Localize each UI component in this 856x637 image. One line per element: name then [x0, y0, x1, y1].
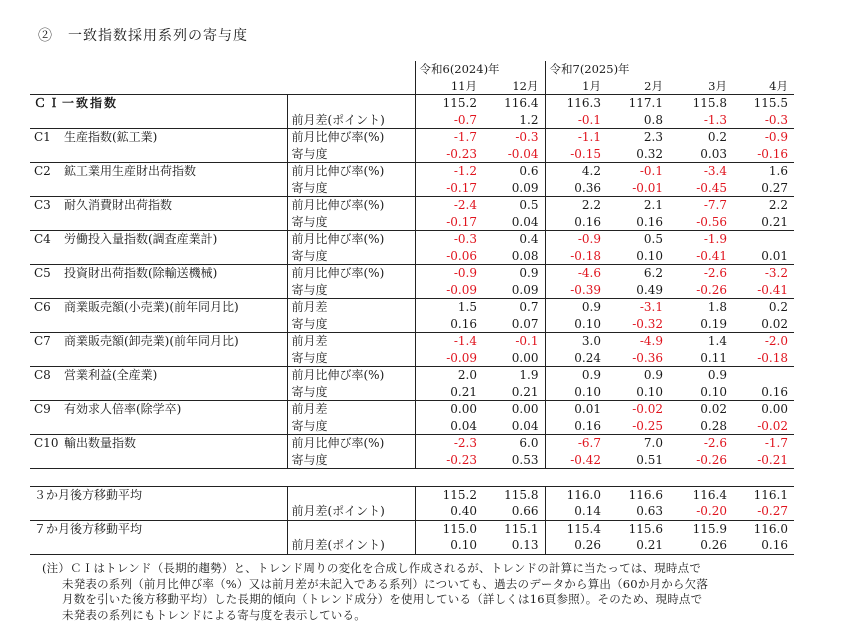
value-cell: -0.9 [545, 231, 607, 248]
value-cell: 0.10 [545, 316, 607, 333]
value-cell: -4.9 [607, 333, 669, 350]
page-title: ② 一致指数採用系列の寄与度 [38, 28, 248, 44]
value-cell: 0.00 [511, 350, 539, 365]
series-contrib-row [30, 452, 794, 469]
value-cell: 0.9 [607, 367, 669, 384]
value-cell: -0.01 [632, 180, 663, 195]
row-label: 寄与度 [287, 350, 415, 367]
row-label: 前月比伸び率(%) [287, 163, 415, 180]
value-cell: 116.4 [483, 95, 545, 112]
value-cell: -0.23 [415, 146, 483, 163]
table-spacer [30, 469, 794, 487]
value-cell: 0.16 [415, 316, 483, 333]
moving-average-name: ３か月後方移動平均 [30, 486, 287, 503]
value-cell: 0.16 [636, 214, 663, 229]
value-cell: 0.2 [669, 129, 733, 146]
row-label: 前月差 [287, 299, 415, 316]
header-month: 11月 [415, 78, 483, 95]
value-cell: 115.8 [669, 95, 733, 112]
value-cell: -0.9 [733, 129, 794, 146]
header-month-row [30, 78, 794, 95]
row-label: 前月差 [287, 401, 415, 418]
footnote-line: (注）ＣＩはトレンド（長期的趨勢）と、トレンド周りの変化を合成し作成されるが、トレンドの計算に当たっては、現時点で [42, 561, 702, 575]
value-cell: -0.27 [757, 504, 788, 519]
value-cell: 117.1 [607, 95, 669, 112]
footnote-line: 未発表の系列にもトレンドによる寄与度を表示している。 [62, 607, 366, 622]
row-label: 前月差 [287, 333, 415, 350]
row-label: 寄与度 [287, 418, 415, 435]
series-contrib-row [30, 180, 794, 197]
value-cell: 0.4 [483, 231, 545, 248]
series-row [30, 163, 794, 180]
value-cell: -0.18 [545, 248, 607, 265]
series-label: 商業販売額(卸売業)(前年同月比) [64, 334, 239, 349]
label-cell [287, 486, 415, 503]
series-label: 有効求人倍率(除学卒) [64, 402, 182, 417]
series-code: C8 [34, 368, 51, 383]
series-row [30, 401, 794, 418]
value-cell: -0.04 [507, 146, 539, 161]
value-cell: -1.4 [415, 333, 483, 350]
series-row [30, 299, 794, 316]
moving-average-row [30, 486, 794, 503]
value-cell: -0.56 [696, 214, 727, 229]
value-cell: 116.0 [733, 520, 794, 537]
row-label: 前月差(ポイント) [287, 503, 415, 520]
value-cell: 0.13 [483, 537, 545, 554]
value-cell: 0.53 [483, 452, 545, 469]
value-cell: 0.16 [733, 537, 794, 554]
value-cell: 0.02 [761, 316, 788, 331]
header-year-2025: 令和7(2025)年 [545, 61, 794, 78]
series-contrib-row [30, 418, 794, 435]
value-cell: 1.5 [415, 299, 483, 316]
value-cell: 0.04 [511, 418, 539, 433]
value-cell: 0.21 [761, 214, 788, 229]
header-era-row [30, 61, 794, 78]
value-cell: 7.0 [607, 435, 669, 452]
ci-diff-row [30, 112, 794, 129]
value-cell: 6.2 [607, 265, 669, 282]
value-cell: 1.2 [519, 112, 539, 127]
header-month: 2月 [644, 78, 663, 93]
value-cell: 115.2 [415, 486, 483, 503]
value-cell: -0.21 [733, 452, 794, 469]
value-cell: 1.8 [669, 299, 733, 316]
value-cell: -0.3 [415, 231, 483, 248]
value-cell: 0.00 [733, 401, 794, 418]
value-cell: 0.09 [511, 180, 539, 195]
value-cell: -0.25 [632, 418, 663, 433]
blank-cell [30, 537, 287, 554]
value-cell: 0.11 [700, 350, 727, 365]
value-cell: -0.20 [696, 504, 727, 519]
value-cell: -0.7 [415, 112, 483, 129]
value-cell: -7.7 [669, 197, 733, 214]
series-contrib-row [30, 248, 794, 265]
blank-cell [30, 316, 287, 333]
value-cell: 0.6 [483, 163, 545, 180]
value-cell: -0.1 [483, 333, 545, 350]
value-cell: -1.9 [669, 231, 733, 248]
value-cell: 115.4 [545, 520, 607, 537]
value-cell [733, 367, 794, 384]
value-cell: -1.7 [415, 129, 483, 146]
label-cell [287, 520, 415, 537]
series-row [30, 197, 794, 214]
row-label: 前月比伸び率(%) [287, 367, 415, 384]
blank-cell [30, 282, 287, 299]
series-code: C7 [34, 334, 51, 349]
moving-average-diff-row [30, 537, 794, 554]
value-cell: -2.4 [415, 197, 483, 214]
row-label: 寄与度 [287, 282, 415, 299]
blank-cell [30, 112, 287, 129]
series-code: C3 [34, 198, 51, 213]
value-cell: 0.02 [669, 401, 733, 418]
row-label: 寄与度 [287, 384, 415, 401]
value-cell: 0.66 [511, 504, 539, 519]
value-cell: -0.16 [757, 146, 788, 161]
value-cell: 0.04 [415, 418, 483, 435]
label-cell [287, 95, 415, 112]
value-cell: 0.27 [761, 180, 788, 195]
series-label: 生産指数(鉱工業) [64, 130, 158, 145]
value-cell: 0.63 [636, 504, 663, 519]
series-label: 商業販売額(小売業)(前年同月比) [64, 300, 239, 315]
series-contrib-row [30, 146, 794, 163]
value-cell: -0.36 [632, 350, 663, 365]
row-label: 寄与度 [287, 452, 415, 469]
series-label: 耐久消費財出荷指数 [64, 198, 173, 213]
value-cell: 0.00 [483, 401, 545, 418]
value-cell: 1.4 [669, 333, 733, 350]
series-name [30, 401, 287, 418]
row-label: 前月比伸び率(%) [287, 231, 415, 248]
value-cell: -0.3 [764, 112, 788, 127]
series-contrib-row [30, 350, 794, 367]
row-label: 前月比伸び率(%) [287, 197, 415, 214]
value-cell: 2.2 [733, 197, 794, 214]
value-cell: -0.06 [415, 248, 483, 265]
value-cell: 1.9 [483, 367, 545, 384]
value-cell: 0.07 [511, 316, 539, 331]
value-cell: 115.1 [483, 520, 545, 537]
value-cell: 0.01 [761, 248, 788, 263]
series-contrib-row [30, 384, 794, 401]
value-cell: 0.5 [483, 197, 545, 214]
value-cell: -1.7 [733, 435, 794, 452]
value-cell: 0.16 [545, 418, 607, 435]
value-cell: 0.16 [545, 214, 607, 231]
value-cell: -0.09 [415, 282, 483, 299]
series-label: 営業利益(全産業) [64, 368, 158, 383]
value-cell [733, 231, 794, 248]
moving-average-row [30, 520, 794, 537]
value-cell: 0.9 [669, 367, 733, 384]
value-cell: -4.6 [545, 265, 607, 282]
value-cell: 115.8 [483, 486, 545, 503]
value-cell: -0.32 [632, 316, 663, 331]
value-cell: 115.9 [669, 520, 733, 537]
value-cell: 0.9 [545, 299, 607, 316]
blank-cell [30, 350, 287, 367]
value-cell: 0.10 [636, 384, 663, 399]
series-label: 労働投入量指数(調査産業計) [64, 232, 218, 247]
series-name [30, 197, 287, 214]
value-cell: 0.21 [607, 537, 669, 554]
series-name [30, 299, 287, 316]
footnote-line: 月数を引いた後方移動平均）した長期的傾向（トレンド成分）を使用している（詳しくは16頁参照）。そのため、現時点で [62, 592, 703, 606]
value-cell: -0.1 [545, 112, 607, 129]
value-cell: -0.1 [607, 163, 669, 180]
value-cell: 115.2 [415, 95, 483, 112]
ci-index-name: ＣＩ一致指数 [30, 95, 287, 112]
series-name [30, 265, 287, 282]
value-cell: -0.9 [415, 265, 483, 282]
value-cell: 0.19 [700, 316, 727, 331]
value-cell: -1.2 [415, 163, 483, 180]
value-cell: 0.10 [636, 248, 663, 263]
footnote [42, 561, 812, 623]
value-cell: 0.9 [545, 367, 607, 384]
value-cell: 0.21 [511, 384, 539, 399]
row-label: 寄与度 [287, 146, 415, 163]
value-cell: -3.1 [607, 299, 669, 316]
value-cell: 2.1 [607, 197, 669, 214]
series-code: C9 [34, 402, 51, 417]
value-cell: 116.6 [607, 486, 669, 503]
blank-cell [30, 146, 287, 163]
series-label: 輸出数量指数 [64, 436, 137, 451]
value-cell: -2.3 [415, 435, 483, 452]
value-cell: 115.6 [607, 520, 669, 537]
series-code: C2 [34, 164, 51, 179]
series-code: C6 [34, 300, 51, 315]
value-cell: 0.7 [483, 299, 545, 316]
value-cell: 0.10 [415, 537, 483, 554]
value-cell: 0.16 [761, 384, 788, 399]
series-contrib-row [30, 214, 794, 231]
header-month: 12月 [512, 78, 539, 93]
value-cell: 0.03 [700, 146, 727, 161]
value-cell: 2.2 [545, 197, 607, 214]
value-cell: 116.3 [545, 95, 607, 112]
row-label: 前月比伸び率(%) [287, 435, 415, 452]
value-cell: 0.01 [545, 401, 607, 418]
series-code: C5 [34, 266, 51, 281]
blank-cell [30, 180, 287, 197]
value-cell: -0.23 [415, 452, 483, 469]
value-cell: -2.6 [669, 265, 733, 282]
row-label: 寄与度 [287, 214, 415, 231]
value-cell: -0.3 [483, 129, 545, 146]
value-cell: 0.2 [733, 299, 794, 316]
header-year-2024: 令和6(2024)年 [415, 61, 545, 78]
row-label: 寄与度 [287, 316, 415, 333]
value-cell: 0.5 [607, 231, 669, 248]
value-cell: -0.39 [545, 282, 607, 299]
value-cell: -0.02 [607, 401, 669, 418]
value-cell: -3.4 [669, 163, 733, 180]
value-cell: 2.3 [607, 129, 669, 146]
value-cell: 116.4 [669, 486, 733, 503]
value-cell: 0.49 [636, 282, 663, 297]
value-cell: 115.5 [733, 95, 794, 112]
series-contrib-row [30, 316, 794, 333]
value-cell: 0.26 [545, 537, 607, 554]
value-cell: 6.0 [483, 435, 545, 452]
value-cell: 0.10 [700, 384, 727, 399]
ci-contribution-table [30, 61, 794, 555]
blank-cell [30, 503, 287, 520]
value-cell: -1.1 [545, 129, 607, 146]
value-cell: 115.0 [415, 520, 483, 537]
value-cell: 2.0 [415, 367, 483, 384]
value-cell: -2.0 [733, 333, 794, 350]
value-cell: -0.09 [415, 350, 483, 367]
blank-cell [30, 418, 287, 435]
value-cell: 0.04 [511, 214, 539, 229]
row-label: 前月比伸び率(%) [287, 129, 415, 146]
value-cell: -2.6 [669, 435, 733, 452]
header-month: 3月 [708, 78, 727, 93]
value-cell: 0.26 [669, 537, 733, 554]
series-contrib-row [30, 282, 794, 299]
value-cell: 0.51 [607, 452, 669, 469]
value-cell: -0.45 [696, 180, 727, 195]
value-cell: -0.41 [696, 248, 727, 263]
value-cell: 0.24 [545, 350, 607, 367]
value-cell: 0.10 [545, 384, 607, 401]
table-body [30, 61, 794, 554]
value-cell: 116.0 [545, 486, 607, 503]
moving-average-diff-row [30, 503, 794, 520]
series-name [30, 435, 287, 452]
value-cell: 0.40 [415, 503, 483, 520]
series-code: C4 [34, 232, 51, 247]
series-name [30, 333, 287, 350]
blank-cell [30, 214, 287, 231]
footnote-line: 未発表の系列（前月比伸び率（%）又は前月差が未記入である系列）についても、過去のデータから算出（60か月から欠落 [62, 576, 709, 591]
value-cell: 0.00 [415, 401, 483, 418]
value-cell: 0.32 [636, 146, 663, 161]
value-cell: 0.08 [511, 248, 539, 263]
value-cell: 4.2 [545, 163, 607, 180]
value-cell: -0.02 [757, 418, 788, 433]
series-code: C10 [34, 436, 59, 451]
value-cell: -3.2 [733, 265, 794, 282]
ci-index-row [30, 95, 794, 112]
value-cell: -6.7 [545, 435, 607, 452]
row-label: 寄与度 [287, 248, 415, 265]
series-name [30, 163, 287, 180]
blank-cell [30, 384, 287, 401]
value-cell: -0.26 [669, 452, 733, 469]
moving-average-name: ７か月後方移動平均 [30, 520, 287, 537]
value-cell: 3.0 [545, 333, 607, 350]
value-cell: 0.8 [643, 112, 663, 127]
value-cell: 0.9 [483, 265, 545, 282]
series-label: 鉱工業用生産財出荷指数 [64, 164, 197, 179]
series-row [30, 129, 794, 146]
blank-cell [30, 452, 287, 469]
value-cell: 1.6 [733, 163, 794, 180]
value-cell: -0.41 [757, 282, 788, 297]
value-cell: 116.1 [733, 486, 794, 503]
row-label: 前月比伸び率(%) [287, 265, 415, 282]
blank-cell [30, 469, 794, 487]
value-cell: 0.28 [700, 418, 727, 433]
blank-cell [30, 248, 287, 265]
row-label: 前月差(ポイント) [287, 537, 415, 554]
value-cell: 0.21 [415, 384, 483, 401]
value-cell: 0.09 [511, 282, 539, 297]
value-cell: 0.14 [545, 503, 607, 520]
value-cell: -0.42 [545, 452, 607, 469]
series-row [30, 333, 794, 350]
value-cell: -1.3 [703, 112, 727, 127]
value-cell: -0.26 [696, 282, 727, 297]
series-row [30, 367, 794, 384]
series-code: C1 [34, 130, 51, 145]
series-label: 投資財出荷指数(除輸送機械) [64, 266, 218, 281]
series-row [30, 231, 794, 248]
value-cell: -0.18 [757, 350, 788, 365]
series-name [30, 367, 287, 384]
series-name [30, 231, 287, 248]
value-cell: -0.17 [415, 180, 483, 197]
series-row [30, 265, 794, 282]
row-label: 寄与度 [287, 180, 415, 197]
value-cell: 0.36 [545, 180, 607, 197]
value-cell: -0.15 [545, 146, 607, 163]
header-month: 1月 [545, 78, 607, 95]
header-month: 4月 [769, 78, 788, 93]
row-label: 前月差(ポイント) [287, 112, 415, 129]
series-row [30, 435, 794, 452]
series-name [30, 129, 287, 146]
value-cell: -0.17 [415, 214, 483, 231]
